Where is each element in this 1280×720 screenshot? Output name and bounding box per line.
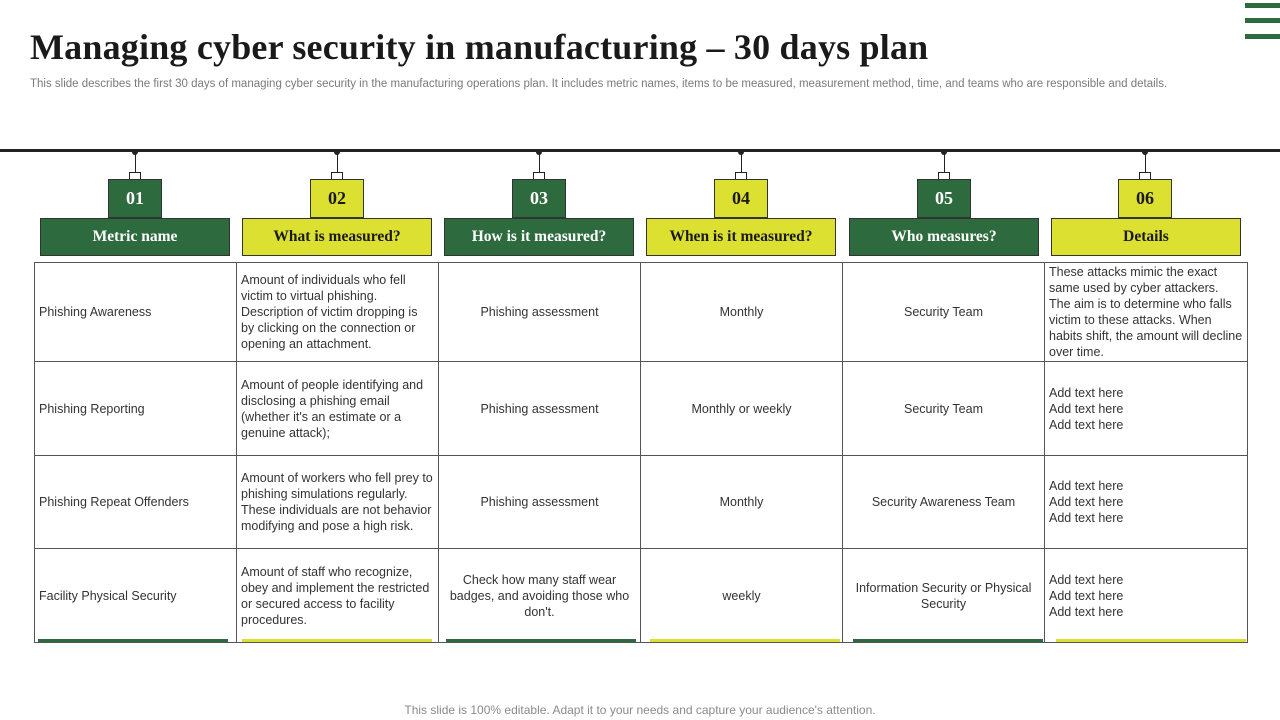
column-header-how-measured: How is it measured? xyxy=(444,218,634,256)
table-row xyxy=(35,263,1248,362)
details-cell: Add text here Add text here Add text here xyxy=(1045,549,1248,643)
what-measured-cell: Amount of people identifying and disclosing a phishing email (whether it's an estimate or a genuine attack); xyxy=(237,362,439,456)
who-measures-cell: Security Awareness Team xyxy=(843,456,1045,549)
column-header-when-measured: When is it measured? xyxy=(646,218,836,256)
column-header-details: Details xyxy=(1051,218,1241,256)
who-measures-cell: Security Team xyxy=(843,263,1045,362)
column-number-03: 03 xyxy=(512,179,566,218)
what-measured-cell: Amount of individuals who fell victim to virtual phishing. Description of victim dropping is by clicking on the connection or opening an attachment. xyxy=(237,263,439,362)
column-number-01: 01 xyxy=(108,179,162,218)
column-number-02: 02 xyxy=(310,179,364,218)
column-header-who-measures: Who measures? xyxy=(849,218,1039,256)
metric-name-cell: Phishing Awareness xyxy=(35,263,237,362)
accent-bar-01 xyxy=(38,639,228,642)
metrics-table xyxy=(34,262,1248,643)
column-header-what-measured: What is measured? xyxy=(242,218,432,256)
who-measures-cell: Security Team xyxy=(843,362,1045,456)
accent-bar-05 xyxy=(853,639,1043,642)
footer-note: This slide is 100% editable. Adapt it to your needs and capture your audience's attention. xyxy=(404,703,876,717)
how-measured-cell: Phishing assessment xyxy=(439,362,641,456)
when-measured-cell: Monthly xyxy=(641,456,843,549)
accent-bar-06 xyxy=(1056,639,1246,642)
when-measured-cell: Monthly or weekly xyxy=(641,362,843,456)
metric-name-cell: Phishing Reporting xyxy=(35,362,237,456)
how-measured-cell: Phishing assessment xyxy=(439,263,641,362)
accent-bar-04 xyxy=(650,639,840,642)
table-row xyxy=(35,362,1248,456)
column-number-04: 04 xyxy=(714,179,768,218)
accent-bar-03 xyxy=(446,639,636,642)
accent-bar-02 xyxy=(242,639,432,642)
timeline-line xyxy=(0,149,1280,152)
how-measured-cell: Check how many staff wear badges, and avoiding those who don't. xyxy=(439,549,641,643)
metric-name-cell: Phishing Repeat Offenders xyxy=(35,456,237,549)
column-header-metric-name: Metric name xyxy=(40,218,230,256)
metric-name-cell: Facility Physical Security xyxy=(35,549,237,643)
what-measured-cell: Amount of staff who recognize, obey and implement the restricted or secured access to facility procedures. xyxy=(237,549,439,643)
menu-icon[interactable] xyxy=(1245,3,1280,39)
slide-subtitle: This slide describes the first 30 days of managing cyber security in the manufacturing operations plan. It includes metric names, items to be measured, measurement method, time, and teams who are responsible and details. xyxy=(30,78,1168,90)
when-measured-cell: Monthly xyxy=(641,263,843,362)
details-cell: Add text here Add text here Add text here xyxy=(1045,362,1248,456)
details-cell: These attacks mimic the exact same used by cyber attackers. The aim is to determine who falls victim to these attacks. When habits shift, the amount will decline over time. xyxy=(1045,263,1248,362)
column-number-06: 06 xyxy=(1118,179,1172,218)
table-row xyxy=(35,456,1248,549)
what-measured-cell: Amount of workers who fell prey to phishing simulations regularly. These individuals are not behavior modifying and pose a high risk. xyxy=(237,456,439,549)
details-cell: Add text here Add text here Add text here xyxy=(1045,456,1248,549)
slide-title: Managing cyber security in manufacturing – 30 days plan xyxy=(30,27,929,67)
when-measured-cell: weekly xyxy=(641,549,843,643)
column-number-05: 05 xyxy=(917,179,971,218)
how-measured-cell: Phishing assessment xyxy=(439,456,641,549)
table-row xyxy=(35,549,1248,643)
who-measures-cell: Information Security or Physical Security xyxy=(843,549,1045,643)
